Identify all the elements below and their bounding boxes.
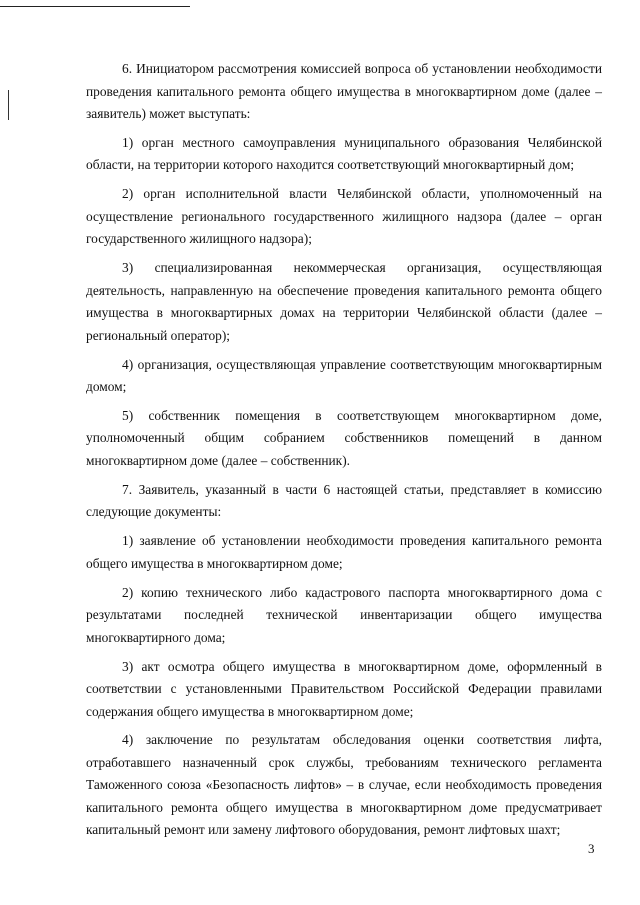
document-item-3-inspection-act: 3) акт осмотра общего имущества в многоквартирном доме, оформленный в соответствии с установленными Правительством Российской Федерации правилами содержания общего имущества в многоквартирном доме; — [86, 658, 602, 719]
top-rule — [0, 6, 190, 7]
document-item-2-passport-copy: 2) копию технического либо кадастрового паспорта многоквартирного дома с результатами последней технической инвентаризации общего имущества многоквартирного дома; — [86, 584, 602, 645]
list-item-5-owner: 5) собственник помещения в соответствующем многоквартирном доме, уполномоченный общим собранием собственников помещений в данном многоквартирном доме (далее – собственник). — [86, 407, 602, 468]
document-item-4-elevator-conclusion: 4) заключение по результатам обследования оценки соответствия лифта, отработавшего назначенный срок службы, требованиям технического регламента Таможенного союза «Безопасность лифтов» – в случае, если необходимость проведения капитального ремонта общего имущества в многоквартирном доме предусматривает капитальный ремонт или замену лифтового оборудования, ремонт лифтовых шахт; — [86, 732, 602, 838]
list-item-1-local-government: 1) орган местного самоуправления муниципального образования Челябинской области, на территории которого находится соответствующий многоквартирный дом; — [86, 134, 602, 173]
paragraph-7-documents: 7. Заявитель, указанный в части 6 настоящей статьи, представляет в комиссию следующие документы: — [86, 481, 602, 520]
paragraph-6-initiator: 6. Инициатором рассмотрения комиссией вопроса об установлении необходимости проведения капитального ремонта общего имущества в многоквартирном доме (далее – заявитель) может выступать: — [86, 61, 602, 121]
document-body — [86, 58, 602, 848]
list-item-4-management-organization: 4) организация, осуществляющая управление соответствующим многоквартирным домом; — [86, 356, 602, 395]
document-item-1-application: 1) заявление об установлении необходимости проведения капитального ремонта общего имущества в многоквартирном доме; — [86, 533, 602, 571]
list-item-2-executive-authority: 2) орган исполнительной власти Челябинской области, уполномоченный на осуществление регионального государственного жилищного надзора (далее – орган государственного жилищного надзора); — [86, 186, 602, 247]
list-item-3-regional-operator: 3) специализированная некоммерческая организация, осуществляющая деятельность, направленную на обеспечение проведения капитального ремонта общего имущества в многоквартирных домах на территории Челябинской области (далее – региональный оператор); — [86, 260, 602, 343]
page-number: 3 — [588, 841, 595, 856]
margin-mark — [8, 90, 9, 120]
